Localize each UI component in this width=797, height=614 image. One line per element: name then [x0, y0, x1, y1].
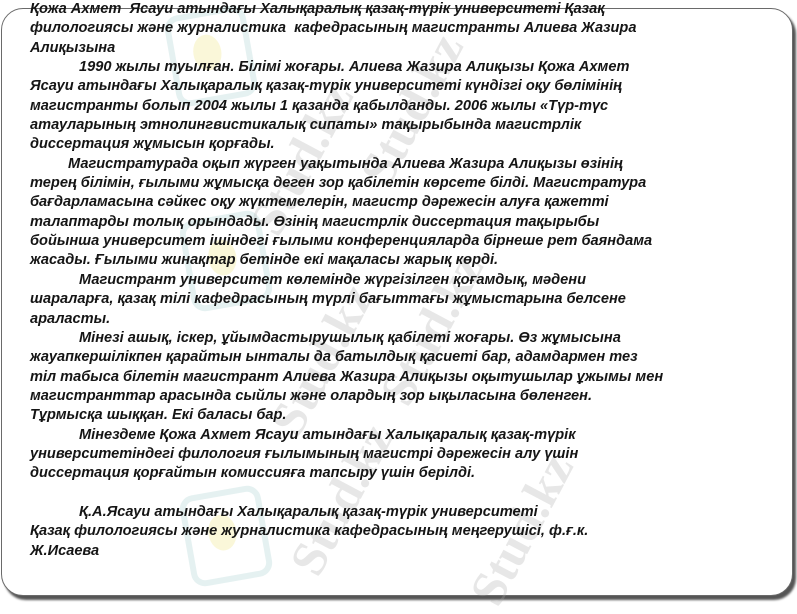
reference-letter-text — [30, 0, 663, 561]
text-line: талаптарды толық орындады. Өзінің магистрлік диссертация тақырыбы — [30, 213, 600, 230]
text-line: тіл табыса білетін магистрант Алиева Жазира Алиқызы оқытушылар ұжымы мен — [30, 368, 664, 385]
blank-line — [30, 484, 663, 503]
paragraph-start: Мінездеме Қожа Ахмет Ясауи атындағы Халықаралық қазақ-түрік — [79, 426, 576, 443]
text-line: Ясауи атындағы Халықаралық қазақ-түрік университеті күндізгі оқу бөлімінің — [30, 78, 622, 95]
text-line: Қожа Ахмет Ясауи атындағы Халықаралық қазақ-түрік университеті Қазақ — [30, 1, 605, 17]
paragraph-start: Магистратурада оқып жүрген уақытында Алиева Жазира Алиқызы өзінің — [68, 155, 623, 172]
signature-affiliation: Қ.А.Ясауи атындағы Халықаралық қазақ-түрік университеті — [79, 503, 538, 520]
text-line: магистранты болып 2004 жылы 1 қазанда қабылданды. 2006 жылы «Түр-түс — [30, 97, 609, 114]
text-line: Тұрмысқа шыққан. Екі баласы бар. — [30, 407, 287, 424]
text-line: бағдарламасына сәйкес оқу жүктемелерін, магистр дәрежесін алуға қажетті — [30, 194, 609, 211]
text-line: шараларға, қазақ тілі кафедрасының түрлі бағыттағы жұмыстарына белсене — [30, 291, 626, 308]
text-line: университетіндегі филология ғылымының магистрі дәрежесін алу үшін — [30, 445, 579, 462]
signature-position: Қазақ филологиясы және журналистика кафедрасының меңгерушісі, ф.ғ.к. — [30, 523, 589, 540]
text-line: терең білімін, ғылыми жұмысқа деген зор қабілетін көрсете білді. Магистратура — [30, 175, 647, 192]
watermark-text: Stud.kz — [258, 274, 385, 444]
text-line: жасады. Ғылыми жинақтар бетінде екі мақаласы жарық көрді. — [30, 252, 499, 269]
text-line: бойынша университет ішіндегі ғылыми конференцияларда бірнеше рет баяндама — [30, 233, 653, 250]
paragraph-start: Мінезі ашық, іскер, ұйымдастырушылық қабілеті жоғары. Өз жұмысына — [79, 329, 621, 346]
text-line: филологиясы және журналистика кафедрасының магистранты Алиева Жазира — [30, 20, 637, 37]
text-line: жауапкершілікпен қарайтын ынталы да батылдық қасиеті бар, адамдармен тез — [30, 349, 638, 366]
watermark-text: Stud.kz — [278, 414, 405, 584]
watermark-text: Stud.kz — [458, 444, 585, 614]
watermark-text: Stud.kz — [238, 74, 365, 244]
paragraph-start: 1990 жылы туылған. Білімі жоғары. Алиева Жазира Алиқызы Қожа Ахмет — [79, 59, 630, 76]
text-line: араласты. — [30, 310, 111, 327]
signature-name: Ж.Исаева — [30, 542, 100, 559]
watermark-text: Stud.kz — [348, 24, 475, 194]
text-line: атауларының этнолингвистикалық сипаты» тақырыбында магистрлік — [30, 117, 582, 134]
paragraph-start: Магистрант университет көлемінде жүргізілген қоғамдық, мәдени — [79, 271, 587, 288]
text-line: диссертация қорғайтын комиссияға тапсыру үшін берілді. — [30, 465, 476, 482]
watermark-text: Stud.kz — [368, 244, 495, 414]
text-line: магистранттар арасында сыйлы және олардың зор ықыласына бөленген. — [30, 387, 593, 404]
text-line: Алиқызына — [30, 39, 116, 56]
text-line: диссертация жұмысын қорғады. — [30, 136, 275, 153]
